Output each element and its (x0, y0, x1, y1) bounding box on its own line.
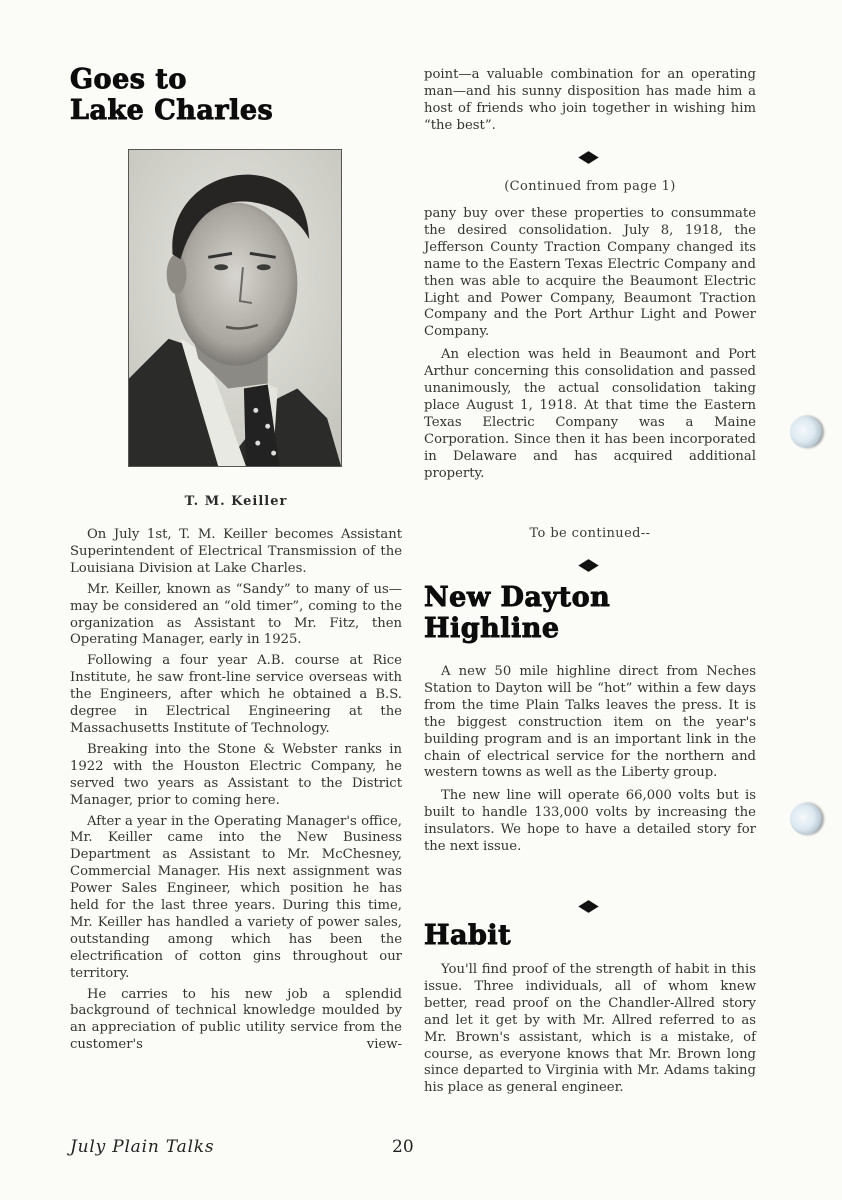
paragraph: pany buy over these properties to consummate the desired consolidation. July 8, 1918, the Jefferson County Traction Company changed its name to the Eastern Texas Electric Company and then was able to acquire the Beaumont Electric Light and Power Company, Beaumont Traction Company and the Port Arthur Light and Power Company. (424, 206, 756, 340)
headline-new-dayton-highline (424, 582, 756, 644)
paragraph: A new 50 mile highline direct from Neches Station to Dayton will be “hot” within a few days from the time Plain Talks leaves the press. It is the biggest construction item on the year's building program and is an important link in the chain of electrical service for the northern and western towns as well as the Liberty group. (424, 664, 756, 781)
article-consolidation-body (424, 206, 756, 487)
paragraph: He carries to his new job a splendid background of technical knowledge moulded by an appreciation of public utility service from the customer's view- (70, 986, 402, 1053)
publication-title: July Plain Talks (70, 1137, 215, 1157)
binder-hole-icon (790, 803, 822, 835)
headline-goes-to-lake-charles (70, 64, 402, 126)
headline-line-1: Goes to (70, 64, 187, 95)
paragraph: Mr. Keiller, known as “Sandy” to many of us—may be considered an “old timer”, coming to the organization as Assistant to Mr. Fitz, then Operating Manager, early in 1925. (70, 581, 402, 648)
binder-hole-icon (790, 416, 822, 448)
paragraph: You'll find proof of the strength of habit in this issue. Three individuals, all of whom knew better, read proof on the Chandler-Allred story and let it get by with Mr. Allred referred to as Mr. Brown's assistant, which is a mistake, of course, as everyone knows that Mr. Brown long since departed to Virginia with Mr. Adams taking his place as general engineer. (424, 962, 756, 1096)
continuation-paragraph: point—a valuable combination for an operating man—and his sunny disposition has made him a host of friends who join together in wishing him “the best”. (424, 67, 756, 133)
headline-habit: Habit (424, 920, 512, 951)
diamond-separator-icon (580, 903, 600, 913)
continued-from-note: (Continued from page 1) (504, 179, 676, 194)
headline-line-1: New Dayton (424, 582, 611, 613)
headline-line-2: Highline (424, 613, 560, 644)
diamond-separator-icon (580, 562, 600, 572)
article-keiller-body (70, 527, 402, 1058)
portrait-photo (128, 149, 342, 467)
diamond-separator-icon (580, 154, 600, 164)
paragraph: An election was held in Beaumont and Port Arthur concerning this consolidation and passed unanimously, the actual consolidation taking place August 1, 1918. At that time the Eastern Texas Electric Company was a Maine Corporation. Since then it has been incorporated in Delaware and has acquired additional property. (424, 347, 756, 481)
to-be-continued-note: To be continued-- (529, 526, 651, 541)
paragraph: Breaking into the Stone & Webster ranks in 1922 with the Houston Electric Company, he served two years as Assistant to the District Manager, prior to coming here. (70, 741, 402, 808)
headline-line-2: Lake Charles (70, 95, 274, 126)
article-highline-body (424, 664, 756, 860)
article-habit-body (424, 962, 756, 1101)
paragraph: The new line will operate 66,000 volts but is built to handle 133,000 volts by increasing the insulators. We hope to have a detailed story for the next issue. (424, 788, 756, 855)
paragraph: After a year in the Operating Manager's office, Mr. Keiller came into the New Business Department as Assistant to Mr. McChesney, Commercial Manager. His next assignment was Power Sales Engineer, which position he has held for the last three years. During this time, Mr. Keiller has handled a variety of power sales, outstanding among which has been the electrification of cotton gins throughout our territory. (70, 813, 402, 981)
paragraph: Following a four year A.B. course at Rice Institute, he saw front-line service overseas with the Engineers, after which he obtained a B.S. degree in Electrical Engineering at the Massachusetts Institute of Technology. (70, 653, 402, 736)
paragraph: On July 1st, T. M. Keiller becomes Assistant Superintendent of Electrical Transmission of the Louisiana Division at Lake Charles. (70, 527, 402, 576)
photo-caption: T. M. Keiller (184, 494, 288, 509)
portrait-image (129, 150, 341, 466)
page-number: 20 (392, 1137, 414, 1157)
